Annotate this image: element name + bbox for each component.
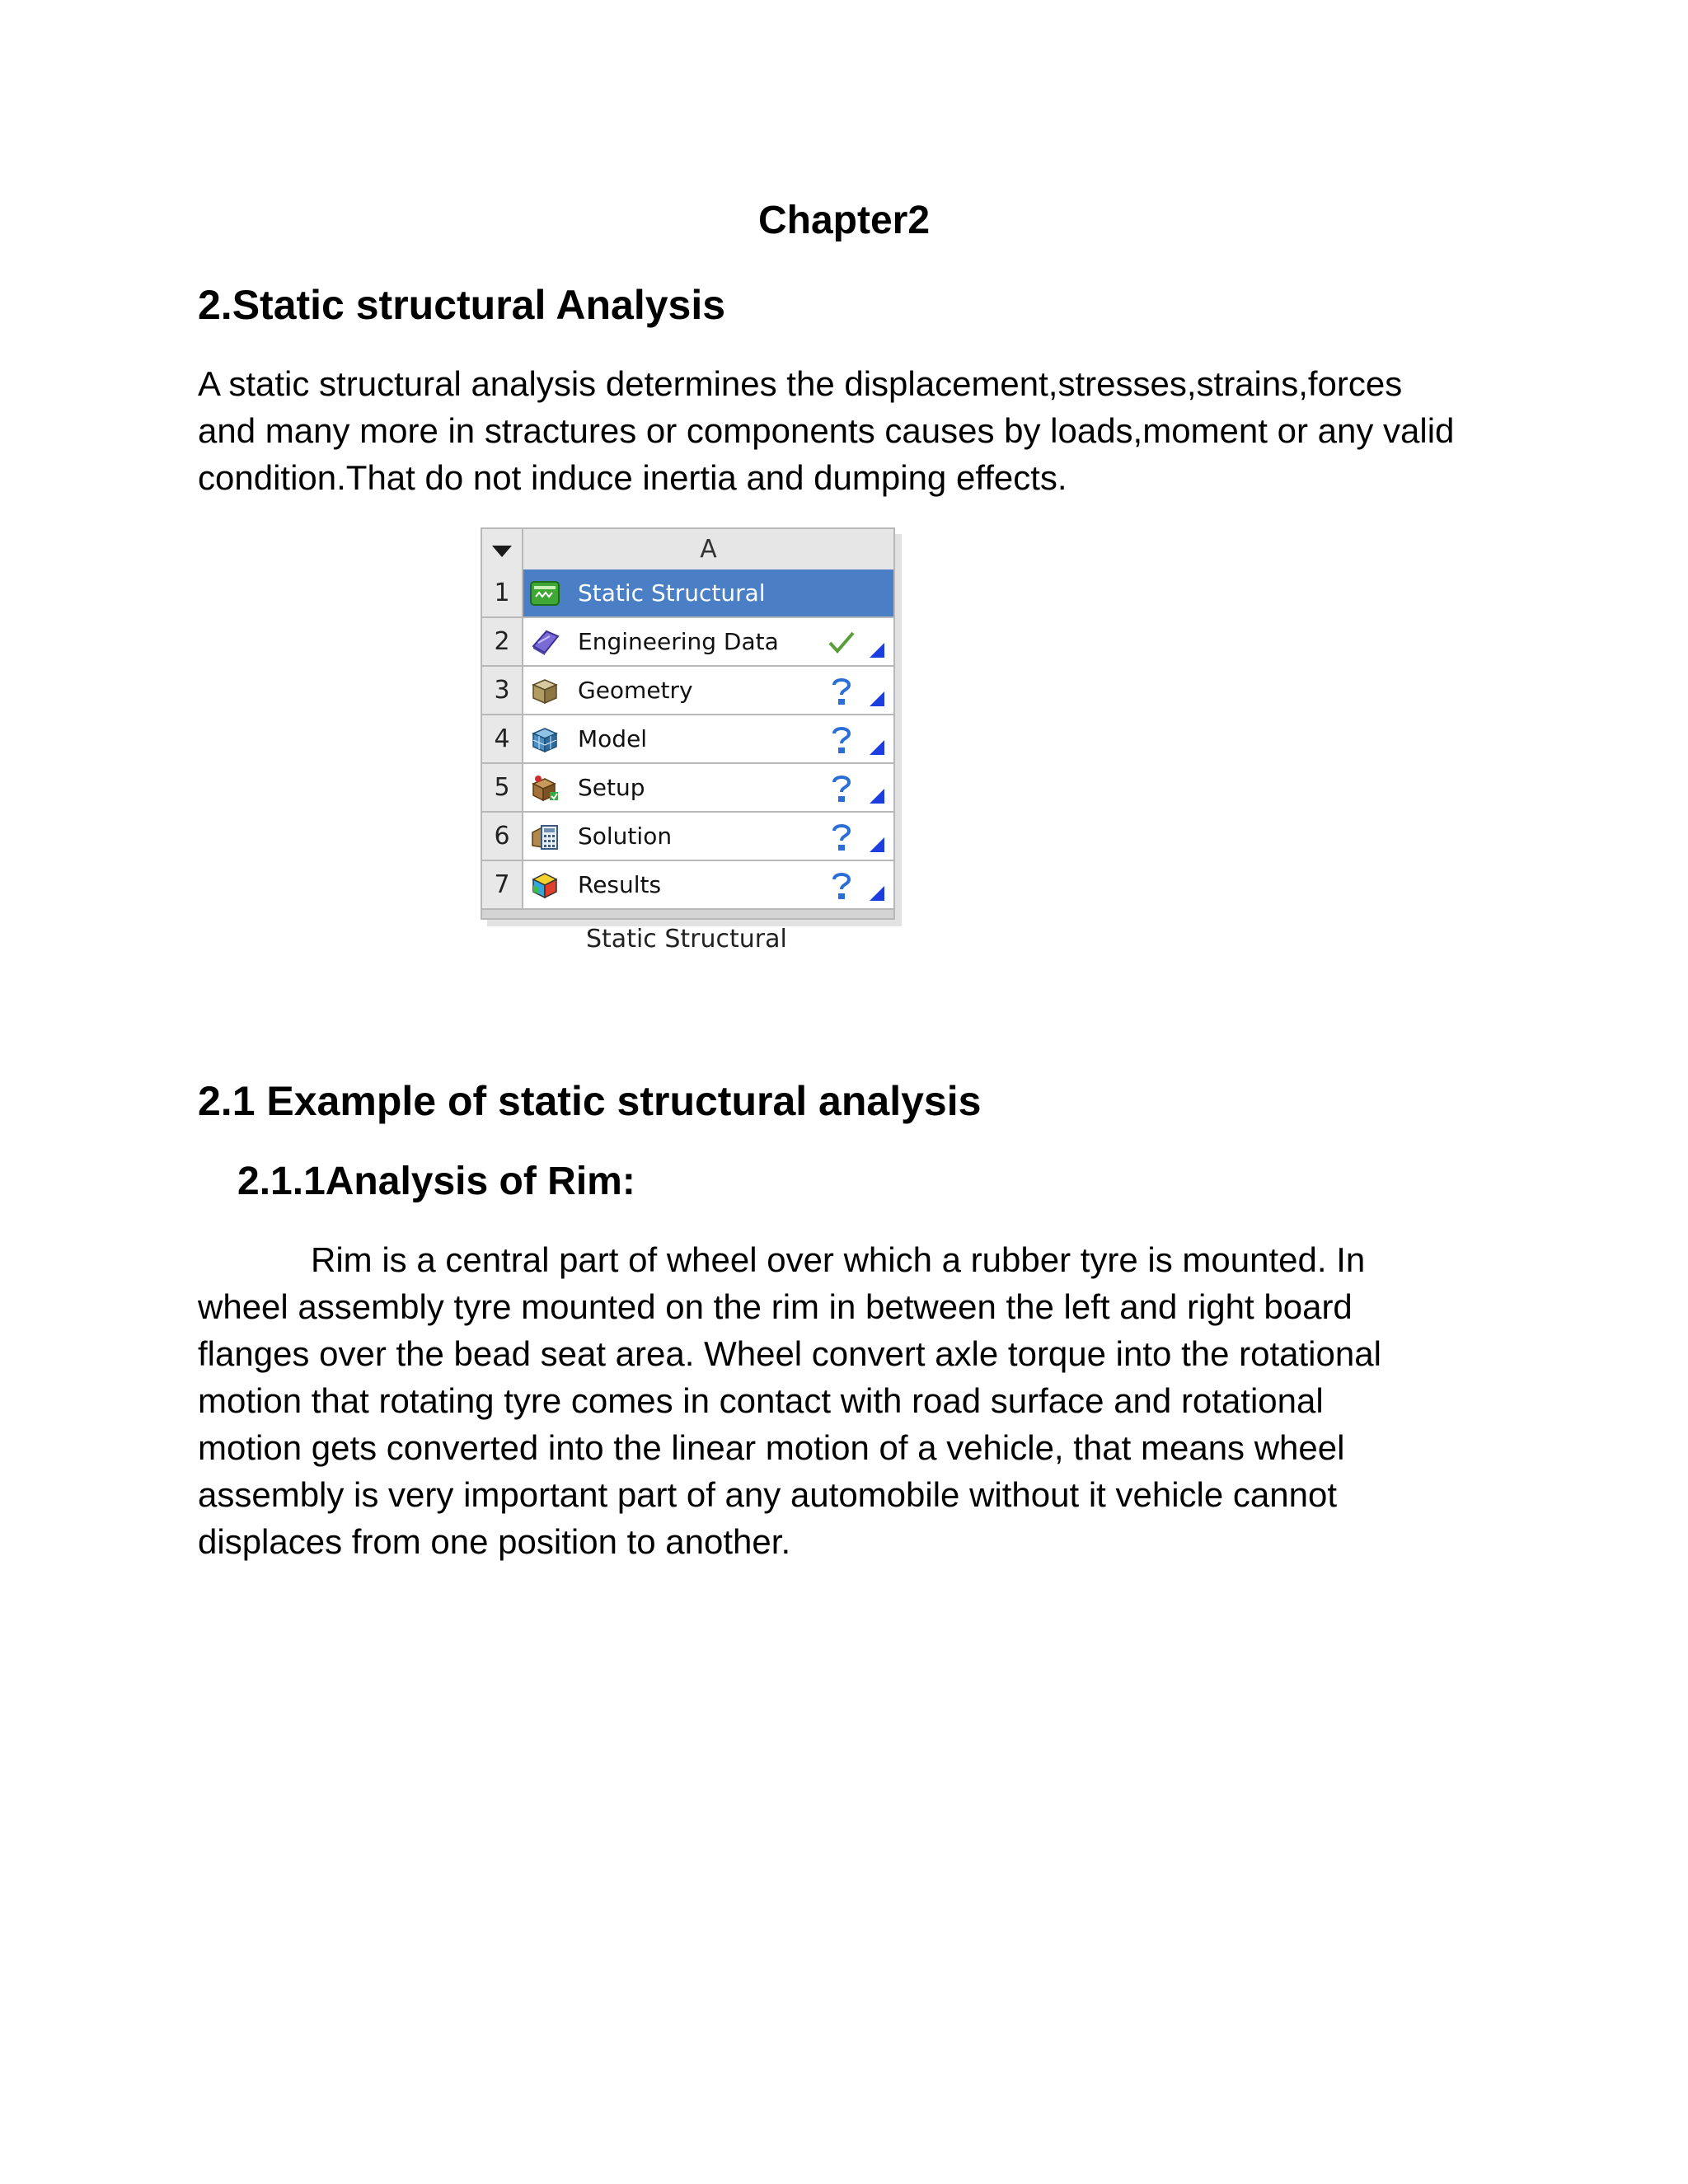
check-icon xyxy=(827,626,856,658)
static-structural-icon xyxy=(530,579,560,607)
system-caption[interactable]: Static Structural xyxy=(586,925,787,954)
row-cell[interactable] xyxy=(523,861,893,910)
row-cell[interactable] xyxy=(523,715,893,764)
system-row-results[interactable] xyxy=(482,861,893,910)
engineering-data-icon xyxy=(530,628,560,656)
solution-icon xyxy=(530,823,560,851)
section-paragraph xyxy=(198,360,1517,501)
row-cell[interactable] xyxy=(523,667,893,715)
row-label: Solution xyxy=(578,823,673,850)
system-row-geometry[interactable] xyxy=(482,667,893,715)
setup-icon xyxy=(530,774,560,802)
chapter-title: Chapter2 xyxy=(757,199,931,242)
paragraph-line: Rim is a central part of wheel over which a rubber tyre is mounted. In xyxy=(311,1240,1366,1279)
paragraph-line: A static structural analysis determines the displacement,stresses,strains,forces xyxy=(198,364,1403,403)
row-number: 4 xyxy=(482,715,523,764)
system-grid xyxy=(481,527,895,920)
rim-paragraph xyxy=(198,1236,1517,1565)
triangle-down-icon xyxy=(492,546,512,557)
row-cell[interactable] xyxy=(523,813,893,861)
row-label: Static Structural xyxy=(578,579,766,607)
corner-arrow-icon[interactable] xyxy=(870,837,884,852)
geometry-icon xyxy=(530,677,560,705)
system-row-solution[interactable] xyxy=(482,813,893,861)
system-row-model[interactable] xyxy=(482,715,893,764)
paragraph-line: flanges over the bead seat area. Wheel convert axle torque into the rotational xyxy=(198,1334,1381,1373)
example-subheading: 2.1.1Analysis of Rim: xyxy=(237,1160,635,1203)
system-row-setup[interactable] xyxy=(482,764,893,813)
paragraph-line: and many more in stractures or components causes by loads,moment or any valid xyxy=(198,411,1455,450)
row-label: Engineering Data xyxy=(578,628,779,655)
paragraph-line: wheel assembly tyre mounted on the rim in between the left and right board xyxy=(198,1287,1353,1326)
row-number: 5 xyxy=(482,764,523,813)
row-label: Setup xyxy=(578,774,645,801)
row-label: Model xyxy=(578,725,648,752)
paragraph-line: displaces from one position to another. xyxy=(198,1522,791,1561)
corner-arrow-icon[interactable] xyxy=(870,789,884,804)
corner-arrow-icon[interactable] xyxy=(870,886,884,901)
column-header: A xyxy=(523,529,893,571)
corner-arrow-icon[interactable] xyxy=(870,643,884,658)
row-number: 2 xyxy=(482,618,523,667)
row-number: 3 xyxy=(482,667,523,715)
corner-arrow-icon[interactable] xyxy=(870,691,884,706)
section-heading: 2.Static structural Analysis xyxy=(198,282,726,328)
collapse-toggle[interactable] xyxy=(482,529,523,571)
question-icon xyxy=(827,724,856,755)
question-icon xyxy=(827,772,856,804)
model-icon xyxy=(530,725,560,753)
row-cell[interactable] xyxy=(523,569,893,618)
row-cell[interactable] xyxy=(523,764,893,813)
results-icon xyxy=(530,871,560,899)
example-heading: 2.1 Example of static structural analysis xyxy=(198,1078,982,1124)
system-row-static-structural[interactable] xyxy=(482,569,893,618)
row-number: 6 xyxy=(482,813,523,861)
system-row-engineering-data[interactable] xyxy=(482,618,893,667)
paragraph-line: motion that rotating tyre comes in contact with road surface and rotational xyxy=(198,1381,1324,1420)
row-label: Results xyxy=(578,871,662,898)
paragraph-line: condition.That do not induce inertia and dumping effects. xyxy=(198,458,1067,497)
row-number: 1 xyxy=(482,569,523,618)
paragraph-line: assembly is very important part of any automobile without it vehicle cannot xyxy=(198,1475,1338,1514)
corner-arrow-icon[interactable] xyxy=(870,740,884,755)
row-label: Geometry xyxy=(578,677,693,704)
question-icon xyxy=(827,869,856,901)
paragraph-line: motion gets converted into the linear motion of a vehicle, that means wheel xyxy=(198,1428,1345,1467)
question-icon xyxy=(827,821,856,852)
row-cell[interactable] xyxy=(523,618,893,667)
question-icon xyxy=(827,675,856,706)
row-number: 7 xyxy=(482,861,523,910)
